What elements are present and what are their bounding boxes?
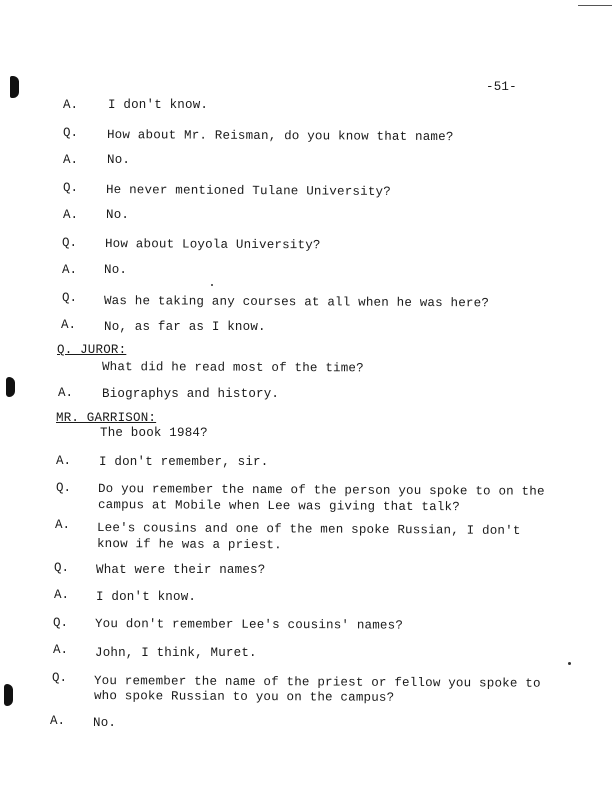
entry-label: A. — [61, 318, 77, 332]
entry-label: Q. — [63, 181, 79, 195]
entry-text: John, I think, Muret. — [95, 646, 257, 660]
entry-text: The book 1984? — [100, 426, 208, 440]
entry-label: Q. — [56, 481, 72, 495]
entry-label: A. — [56, 454, 72, 468]
entry-text: campus at Mobile when Lee was giving that talk? — [97, 498, 461, 515]
entry-text: What did he read most of the time? — [101, 360, 364, 376]
entry-text: who spoke Russian to you on the campus? — [93, 689, 395, 705]
entry-text: Was he taking any courses at all when he was here? — [103, 294, 490, 311]
entry-text: How about Mr. Reisman, do you know that name? — [106, 128, 454, 145]
entry-text: Lee's cousins and one of the men spoke Russian, I don't — [96, 521, 521, 538]
entry-label: Q. — [62, 291, 78, 305]
entry-label: A. — [63, 98, 79, 112]
entry-label: Q. — [52, 671, 68, 685]
speck — [568, 662, 571, 665]
entry-text: You remember the name of the priest or fellow you spoke to — [93, 674, 541, 691]
entry-label: A. — [58, 386, 74, 400]
entry-label: Q. — [62, 236, 78, 250]
entry-text: How about Loyola University? — [104, 237, 321, 253]
speck — [211, 284, 213, 286]
entry-label: A. — [63, 208, 79, 222]
entry-text: No, as far as I know. — [104, 320, 266, 334]
entry-text: I don't know. — [96, 590, 197, 604]
entry-label: A. — [62, 263, 78, 277]
entry-label: A. — [55, 518, 71, 532]
entry-text: know if he was a priest. — [96, 537, 282, 553]
punch-mark-top — [10, 76, 19, 98]
entry-label: Q. — [53, 616, 69, 630]
entry-text: Biographys and history. — [102, 387, 280, 401]
entry-label: A. — [53, 643, 69, 657]
entry-text: I don't remember, sir. — [99, 455, 269, 469]
entry-text: No. — [104, 263, 128, 277]
entry-text: Do you remember the name of the person you spoke to on the — [97, 482, 545, 499]
entry-text: You don't remember Lee's cousins' names? — [94, 617, 404, 633]
entry-label: Q. — [63, 126, 79, 140]
entry-label: A. — [63, 153, 79, 167]
punch-mark-bottom — [4, 684, 13, 706]
entry-label: A. — [54, 588, 70, 602]
page-number: -51- — [486, 80, 517, 94]
punch-mark-middle — [6, 377, 15, 397]
speaker-garrison: MR. GARRISON: — [56, 411, 157, 425]
entry-text: He never mentioned Tulane University? — [105, 183, 391, 199]
entry-text: No. — [106, 208, 130, 222]
entry-label: Q. — [54, 561, 70, 575]
entry-text: I don't know. — [108, 98, 209, 112]
entry-text: No. — [93, 716, 117, 730]
speaker-juror: Q. JUROR: — [57, 343, 127, 357]
entry-text: What were their names? — [96, 563, 266, 577]
entry-text: No. — [107, 153, 131, 167]
corner-line — [578, 5, 612, 6]
entry-label: A. — [50, 714, 66, 728]
